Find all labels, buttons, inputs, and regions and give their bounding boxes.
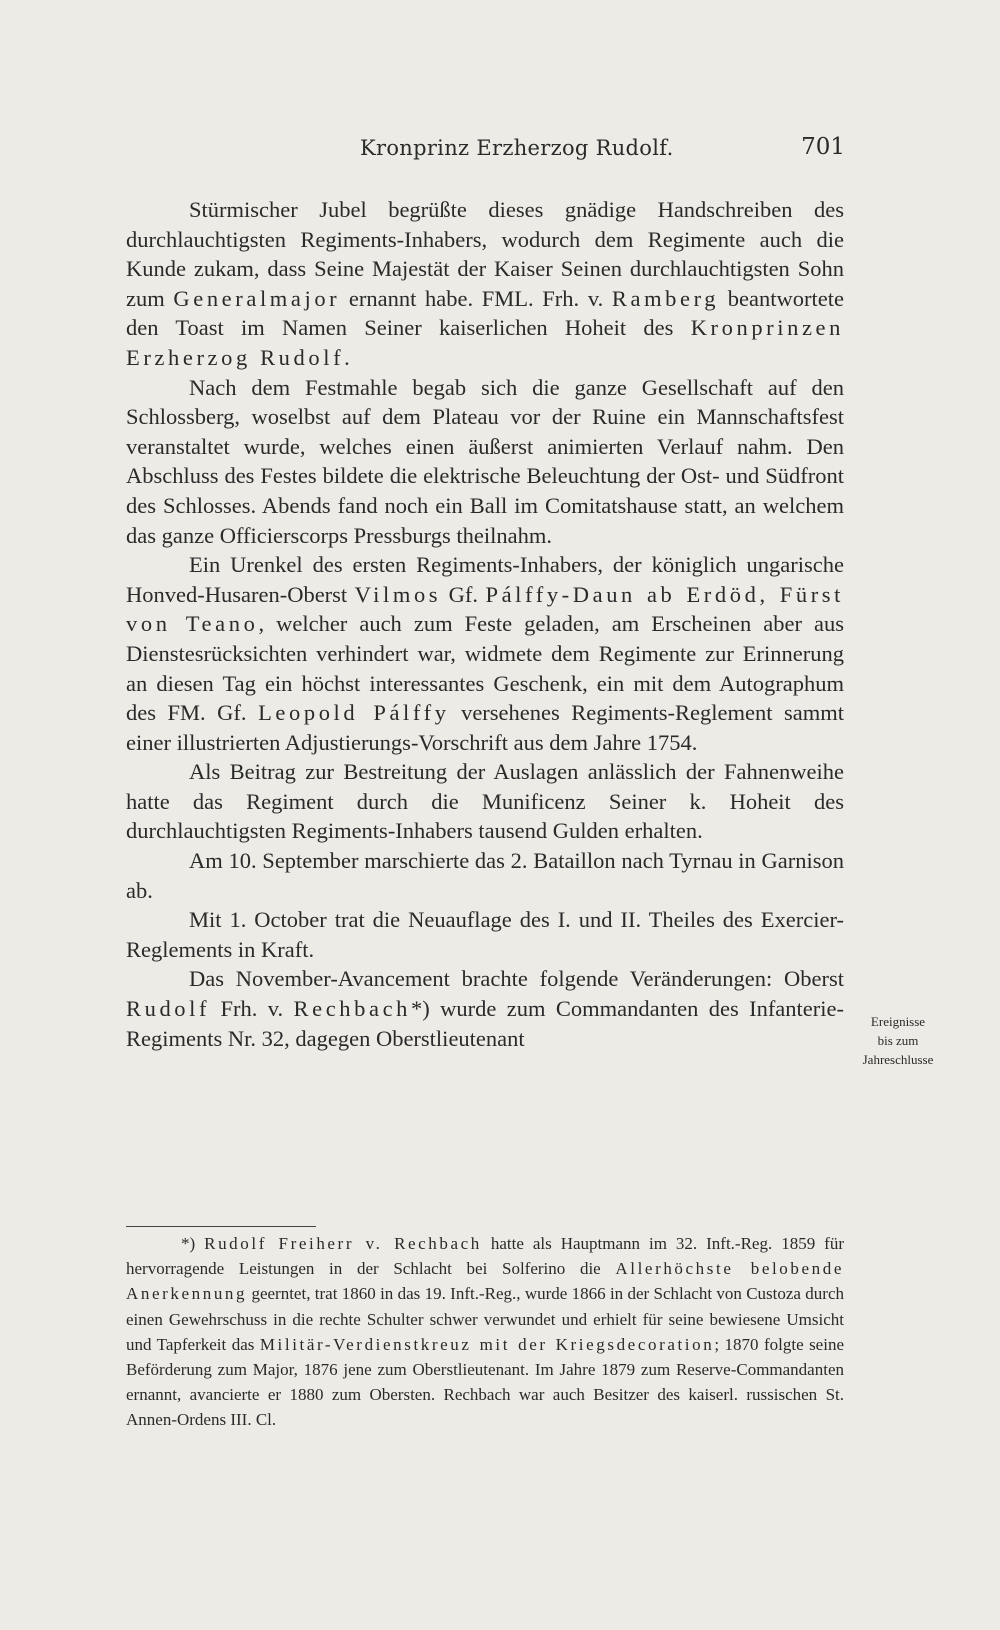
text-run: *) wurde zum Commandanten des Infanterie-Regiments Nr. 32, dagegen Oberstlieutenant — [126, 996, 845, 1051]
text-run: Gf. — [441, 581, 486, 607]
page-header — [125, 132, 845, 166]
spaced-emphasis: Rechbach — [293, 996, 412, 1022]
text-run: Frh. v. — [210, 996, 294, 1022]
spaced-emphasis: Generalmajor — [173, 285, 341, 311]
spaced-emphasis: Militär-Verdienstkreuz mit der Kriegsdecoration — [259, 1334, 715, 1354]
spaced-emphasis: Allerhöchste belobende Anerkennung — [126, 1259, 845, 1304]
text-run: *) — [181, 1234, 205, 1253]
text-run: geerntet, trat 1860 in das 19. Inft.-Reg., wurde 1866 in der Schlacht von Custoza durch einen Gewehrschuss in die rechte Schulter schwer verwundet und erhielt für seine bewiesene Umsicht und Tapferkeit das — [126, 1284, 844, 1354]
text-run: ; 1870 folgte seine Beförderung zum Major, 1876 jene zum Oberstlieutenant. Im Jahre 1879 zum Reserve-Commandanten ernannt, avancierte er 1880 zum Obersten. Rechbach war auch Besitzer des kaiserl. russischen St. Annen-Ordens III. Cl. — [126, 1334, 844, 1430]
paragraph — [126, 846, 844, 905]
text-run: Ein Urenkel des ersten Regiments-Inhabers, der königlich ungarische Honved-Husaren-Oberst — [126, 552, 844, 607]
main-text — [126, 195, 844, 1053]
text-run: versehenes Regiments-Reglement sammt einer illustrierten Adjustierungs-Vorschrift aus dem Jahre 1754. — [126, 700, 844, 755]
spaced-emphasis: Vilmos — [354, 581, 442, 607]
spaced-emphasis: Kronprinzen Erzherzog Rudolf — [126, 315, 844, 370]
spaced-emphasis: Pálffy-Daun ab Erdöd, Fürst von Teano — [126, 581, 845, 637]
paragraph — [126, 757, 844, 846]
paragraph — [126, 550, 844, 757]
text-run: beantwortete den Toast im Namen Seiner kaiserlichen Hoheit des — [126, 285, 844, 341]
marginal-note-line: Ereignisse — [870, 1014, 926, 1029]
text-run: ernannt habe. FML. Frh. v. — [340, 285, 612, 311]
paragraph — [126, 373, 844, 551]
text-run: Nach dem Festmahle begab sich die ganze Gesellschaft auf den Schlossberg, woselbst auf dem Plateau vor der Ruine ein Mannschaftsfest veranstaltet wurde, welches einen äußerst animierten Verlauf nahm. Den Abschluss des Festes bildete die elektrische Beleuchtung der Ost- und Südfront des Schlosses. Abends fand noch ein Ball im Comitatshause statt, an welchem das ganze Officierscorps Pressburgs theilnahm. — [126, 374, 844, 548]
text-run: Am 10. September marschierte das 2. Bataillon nach Tyrnau in Garnison ab. — [126, 848, 844, 903]
running-title: Kronprinz Erzherzog Rudolf. — [360, 136, 674, 160]
text-run: Das November-Avancement brachte folgende Veränderungen: Oberst — [189, 966, 844, 992]
text-run: , welcher auch zum Feste geladen, am Erscheinen aber aus Dienstesrücksichten verhindert war, widmete dem Regimente zur Erinnerung an diesen Tag ein höchst interessantes Geschenk, ein mit dem Autographum des FM. Gf. — [126, 611, 845, 726]
footnote — [126, 1231, 844, 1433]
text-run: hatte als Hauptmann im 32. Inft.-Reg. 1859 für hervorragende Leistungen in der Schlacht bei Solferino die — [126, 1234, 844, 1279]
footnotes — [126, 1231, 844, 1433]
footnote-divider — [126, 1226, 316, 1227]
marginal-note-line: Jahreschlusse — [862, 1052, 934, 1067]
spaced-emphasis: Leopold Pálffy — [258, 700, 450, 726]
text-run: . — [344, 344, 350, 370]
paragraph — [126, 195, 844, 373]
spaced-emphasis: Ramberg — [611, 285, 720, 311]
text-run: Stürmischer Jubel begrüßte dieses gnädige Handschreiben des durchlauchtigsten Regiments-Inhabers, wodurch dem Regimente auch die Kunde zukam, dass Seine Majestät der Kaiser Seinen durchlauchtigsten Sohn zum — [126, 197, 844, 311]
marginal-note-line: bis zum — [877, 1033, 919, 1048]
text-run: Mit 1. October trat die Neuauflage des I. und II. Theiles des Exercier-Reglements in Kraft. — [126, 907, 844, 962]
paragraph — [126, 905, 844, 964]
paragraph — [126, 964, 844, 1053]
marginal-note — [848, 1012, 948, 1069]
page-number: 701 — [801, 134, 845, 160]
spaced-emphasis: Rudolf — [126, 996, 211, 1022]
text-run: Als Beitrag zur Bestreitung der Auslagen anlässlich der Fahnenweihe hatte das Regiment durch die Munificenz Seiner k. Hoheit des durchlauchtigsten Regiments-Inhabers tausend Gulden erhalten. — [126, 759, 844, 844]
spaced-emphasis: Rudolf Freiherr v. Rechbach — [204, 1234, 482, 1253]
